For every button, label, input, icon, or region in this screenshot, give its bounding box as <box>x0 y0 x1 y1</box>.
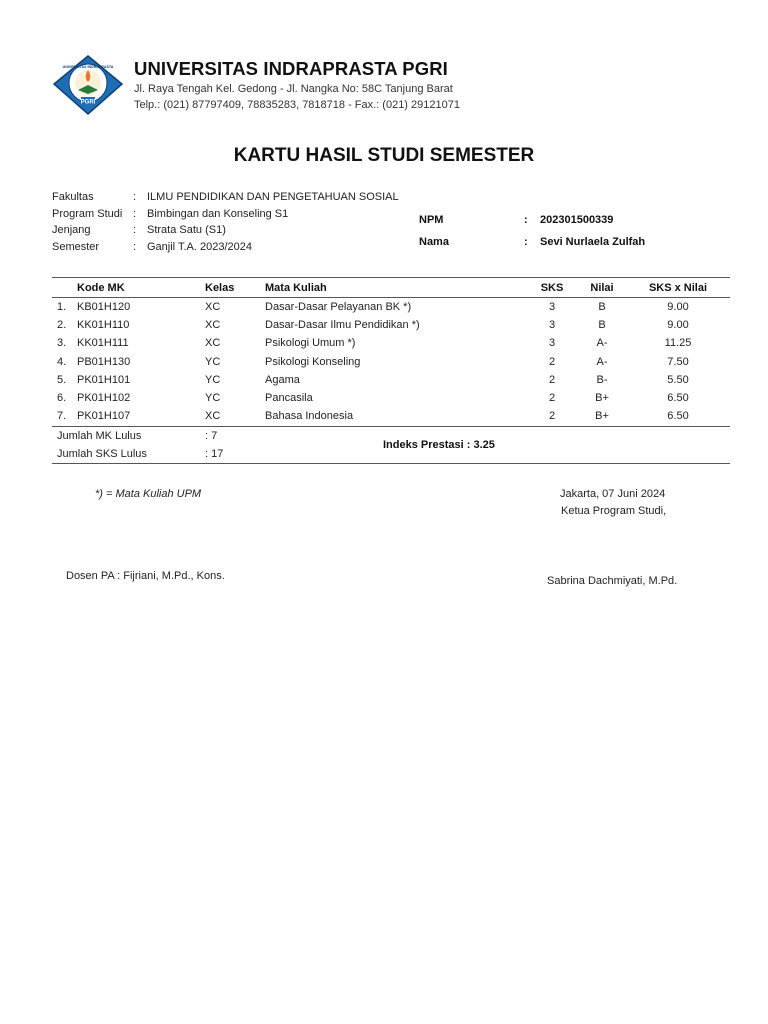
cell-total: 5.50 <box>667 373 689 386</box>
cell-total: 9.00 <box>667 319 689 332</box>
cell-nilai: B+ <box>595 392 609 404</box>
cell-no: 6. <box>57 392 67 404</box>
upm-note: *) = Mata Kuliah UPM <box>95 488 202 500</box>
cell-sks: 3 <box>548 319 556 332</box>
prodi-label: Program Studi <box>52 208 123 220</box>
jenjang-label: Jenjang <box>52 224 91 236</box>
semester-label: Semester <box>52 241 100 253</box>
prodi-colon: : <box>133 208 137 220</box>
cell-kelas: XC <box>205 301 221 313</box>
header-sks: SKS <box>540 282 564 294</box>
jenjang-value: Strata Satu (S1) <box>147 224 226 236</box>
jenjang-colon: : <box>133 224 137 236</box>
header-nilai: Nilai <box>590 282 614 294</box>
header-kode: Kode MK <box>77 282 125 294</box>
cell-matkul: Psikologi Umum *) <box>265 337 356 350</box>
kaprodi-name: Sabrina Dachmiyati, M.Pd. <box>547 575 678 587</box>
header-kelas: Kelas <box>205 282 235 294</box>
fakultas-colon: : <box>133 191 137 203</box>
cell-nilai: A- <box>596 337 608 350</box>
cell-kelas: XC <box>205 337 221 350</box>
semester-colon: : <box>133 241 137 253</box>
mk-lulus-value: : 7 <box>205 430 218 442</box>
fakultas-value: ILMU PENDIDIKAN DAN PENGETAHUAN SOSIAL <box>147 191 399 203</box>
cell-matkul: Bahasa Indonesia <box>265 410 354 423</box>
npm-value: 202301500339 <box>540 214 614 226</box>
cell-matkul: Dasar-Dasar Pelayanan BK *) <box>265 301 412 313</box>
cell-sks: 2 <box>548 392 556 404</box>
university-name: UNIVERSITAS INDRAPRASTA PGRI <box>134 58 448 79</box>
summary-bottom-rule <box>52 463 730 464</box>
cell-kode: KK01H110 <box>77 319 130 332</box>
cell-kode: KB01H120 <box>77 301 131 313</box>
cell-kode: PK01H101 <box>77 373 131 386</box>
cell-sks: 2 <box>548 410 556 423</box>
cell-kelas: XC <box>205 319 221 332</box>
cell-matkul: Agama <box>265 373 300 386</box>
sks-lulus-label: Jumlah SKS Lulus <box>57 448 147 460</box>
cell-total: 6.50 <box>667 410 689 423</box>
npm-colon: : <box>524 214 528 226</box>
cell-matkul: Pancasila <box>265 392 313 404</box>
svg-text:UNIVERSITAS INDRAPRASTA: UNIVERSITAS INDRAPRASTA <box>62 65 114 69</box>
cell-total: 6.50 <box>667 392 689 404</box>
header-bottom-rule <box>52 297 730 298</box>
cell-kelas: YC <box>205 392 221 404</box>
cell-total: 11.25 <box>664 337 692 350</box>
cell-no: 2. <box>57 319 67 332</box>
nama-label: Nama <box>419 236 449 248</box>
nama-value: Sevi Nurlaela Zulfah <box>540 236 646 248</box>
cell-kelas: XC <box>205 410 221 423</box>
place-date: Jakarta, 07 Juni 2024 <box>560 488 666 500</box>
cell-no: 1. <box>57 301 67 313</box>
table-bottom-rule <box>52 426 730 427</box>
mk-lulus-label: Jumlah MK Lulus <box>57 430 142 442</box>
cell-kode: PB01H130 <box>77 355 131 368</box>
nama-colon: : <box>524 236 528 248</box>
cell-sks: 2 <box>548 373 556 386</box>
university-phone: Telp.: (021) 87797409, 78835283, 7818718 - Fax.: (021) 29121071 <box>134 99 460 111</box>
university-logo <box>52 54 124 116</box>
cell-total: 7.50 <box>667 355 689 368</box>
cell-no: 3. <box>57 337 67 350</box>
signatory-role: Ketua Program Studi, <box>561 505 667 517</box>
cell-nilai: A- <box>596 355 608 368</box>
cell-no: 4. <box>57 355 67 368</box>
dosen-pa: Dosen PA : Fijriani, M.Pd., Kons. <box>66 570 225 582</box>
cell-kode: PK01H107 <box>77 410 131 423</box>
cell-kode: PK01H102 <box>77 392 131 404</box>
sks-lulus-value: : 17 <box>205 448 224 460</box>
cell-sks: 3 <box>548 337 556 350</box>
cell-matkul: Psikologi Konseling <box>265 355 361 368</box>
university-address: Jl. Raya Tengah Kel. Gedong - Jl. Nangka No: 58C Tanjung Barat <box>134 83 453 95</box>
header-matkul: Mata Kuliah <box>265 282 327 294</box>
cell-no: 5. <box>57 373 67 386</box>
document-title: KARTU HASIL STUDI SEMESTER <box>233 145 535 166</box>
cell-no: 7. <box>57 410 67 423</box>
cell-nilai: B+ <box>595 410 609 423</box>
table-top-rule <box>52 277 730 278</box>
cell-nilai: B- <box>596 373 608 386</box>
svg-text:PGRI: PGRI <box>80 99 96 106</box>
cell-kode: KK01H111 <box>77 337 129 350</box>
npm-label: NPM <box>419 214 444 226</box>
header-sks-x-nilai: SKS x Nilai <box>648 282 708 294</box>
cell-kelas: YC <box>205 355 221 368</box>
cell-matkul: Dasar-Dasar Ilmu Pendidikan *) <box>265 319 420 332</box>
cell-sks: 2 <box>548 355 556 368</box>
indeks-prestasi: Indeks Prestasi : 3.25 <box>383 439 495 451</box>
cell-nilai: B <box>598 319 606 332</box>
cell-kelas: YC <box>205 373 221 386</box>
semester-value: Ganjil T.A. 2023/2024 <box>147 241 252 253</box>
fakultas-label: Fakultas <box>52 191 94 203</box>
cell-nilai: B <box>598 301 606 313</box>
cell-sks: 3 <box>548 301 556 313</box>
cell-total: 9.00 <box>667 301 689 313</box>
prodi-value: Bimbingan dan Konseling S1 <box>147 208 289 220</box>
